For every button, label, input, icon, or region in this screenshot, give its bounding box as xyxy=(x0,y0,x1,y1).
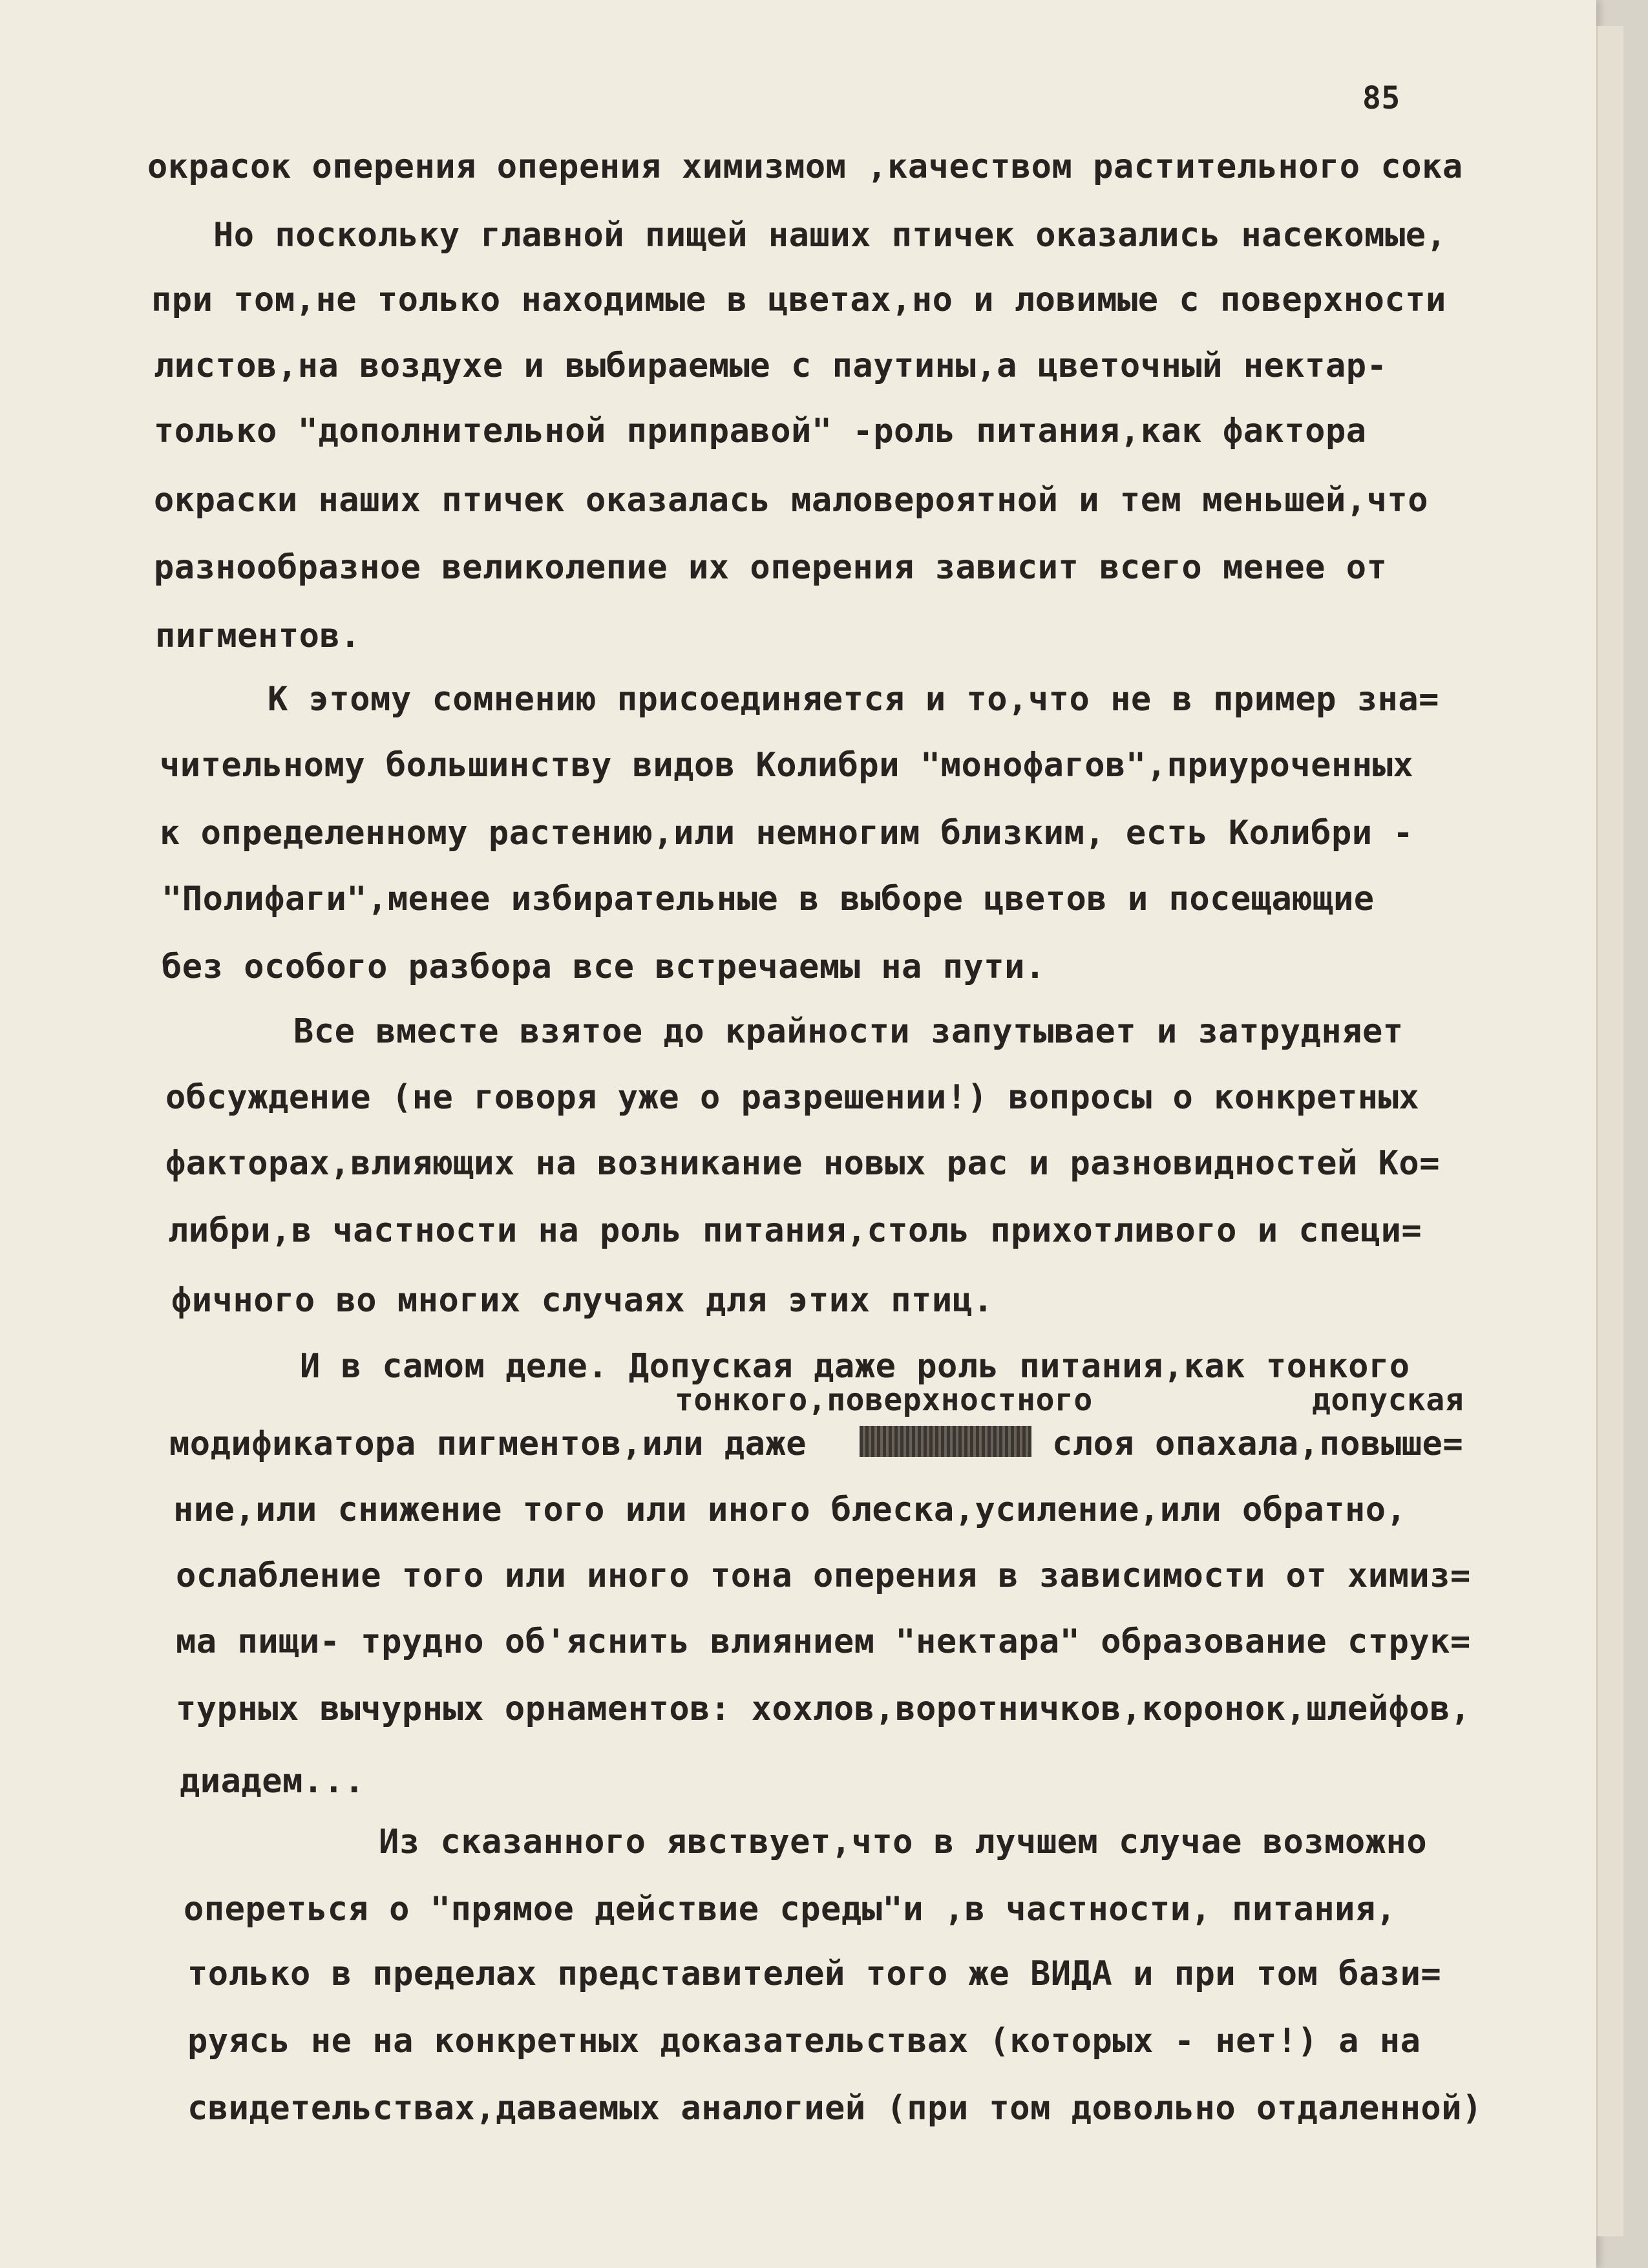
text-line: при том,не только находимые в цветах,но и ловимые с поверхности xyxy=(151,281,1446,319)
text-line: руясь не на конкретных доказательствах (которых - нет!) а на xyxy=(187,2022,1421,2061)
text-line: Все вместе взятое до крайности запутывает и затрудняет xyxy=(293,1012,1404,1051)
text-line: разнообразное великолепие их оперения зависит всего менее от xyxy=(154,548,1388,587)
text-line: И в самом деле. Допуская даже роль питания,как тонкого xyxy=(300,1347,1410,1386)
text-line: пигментов. xyxy=(155,617,361,655)
text-line: ние,или снижение того или иного блеска,усиление,или обратно, xyxy=(173,1490,1407,1529)
text-line: фичного во многих случаях для этих птиц. xyxy=(171,1281,994,1320)
struck-out-word xyxy=(860,1426,1031,1457)
text-line: слоя опахала,повыше= xyxy=(1052,1425,1464,1463)
text-line: только "дополнительной приправой" -роль питания,как фактора xyxy=(154,412,1367,450)
page-edge xyxy=(1596,26,1623,2236)
text-line: либри,в частности на роль питания,столь прихотливого и специ= xyxy=(168,1211,1422,1250)
text-line: обсуждение (не говоря уже о разрешении!) вопросы о конкретных xyxy=(165,1078,1420,1117)
text-line: листов,на воздухе и выбираемые с паутины,а цветочный нектар- xyxy=(154,346,1388,385)
text-line: чительному большинству видов Колибри "монофагов",приуроченных xyxy=(160,746,1414,785)
text-line: Но поскольку главной пищей наших птичек оказались насекомые, xyxy=(213,216,1447,255)
text-line: ма пищи- трудно об'яснить влиянием "нектара" образование струк= xyxy=(176,1622,1471,1661)
text-line: К этому сомнению присоединяется и то,что не в пример зна= xyxy=(268,680,1439,719)
interlinear-insertion: тонкого,поверхностного xyxy=(675,1382,1093,1418)
text-line: Из сказанного явствует,что в лучшем случае возможно xyxy=(379,1823,1428,1861)
text-line: диадем... xyxy=(180,1762,365,1801)
text-line: факторах,влияющих на возникание новых рас и разновидностей Ко= xyxy=(165,1144,1441,1183)
text-line: опереться о "прямое действие среды"и ,в частности, питания, xyxy=(184,1890,1397,1929)
text-line: к определенному растению,или немногим близким, есть Колибри - xyxy=(160,814,1414,853)
text-line: ослабление того или иного тона оперения в зависимости от химиз= xyxy=(176,1556,1471,1595)
text-line: "Полифаги",менее избирательные в выборе цветов и посещающие xyxy=(162,880,1375,918)
text-line: окрасок оперения оперения химизмом ,качеством растительного сока xyxy=(147,147,1463,186)
text-line: без особого разбора все встречаемы на пути. xyxy=(162,948,1046,986)
text-line: модификатора пигментов,или даже xyxy=(169,1425,807,1463)
text-line: окраски наших птичек оказалась маловероятной и тем меньшей,что xyxy=(154,481,1429,520)
page-number: 85 xyxy=(1362,80,1400,116)
interlinear-insertion: допуская xyxy=(1312,1382,1464,1418)
text-line: свидетельствах,даваемых аналогией (при том довольно отдаленной) xyxy=(187,2089,1483,2128)
text-line: только в пределах представителей того же ВИДА и при том бази= xyxy=(187,1955,1442,1993)
text-line: турных вычурных орнаментов: хохлов,воротничков,коронок,шлейфов, xyxy=(176,1690,1471,1728)
